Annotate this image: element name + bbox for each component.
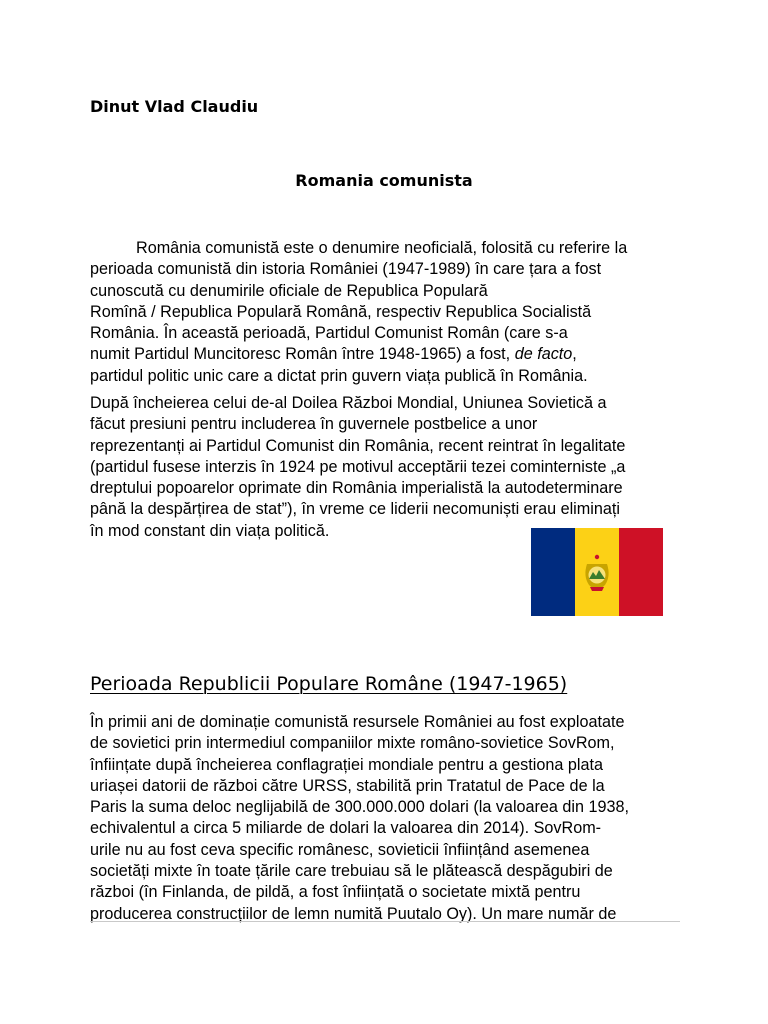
text-line: cunoscută cu denumirile oficiale de Republica Populară bbox=[90, 281, 488, 300]
text-line: reprezentanți ai Partidul Comunist din România, recent reintrat în legalitate bbox=[90, 436, 626, 455]
page-divider bbox=[90, 921, 680, 922]
text-line: Romînă / Republica Populară Română, respectiv Republica Socialistă bbox=[90, 302, 592, 321]
text-line: urile nu au fost ceva specific românesc, sovieticii înființând asemenea bbox=[90, 840, 590, 859]
text-line: (partidul fusese interzis în 1924 pe motivul acceptării tezei cominterniste „a bbox=[90, 457, 626, 476]
text-line: societăți mixte în toate țările care trebuiau să le plătească despăgubiri de bbox=[90, 862, 613, 881]
text-line: înființate după încheierea conflagrației mondiale pentru a gestiona plata bbox=[90, 755, 603, 774]
text-line: România. În această perioadă, Partidul Comunist Român (care s-a bbox=[90, 324, 568, 343]
section-heading: Perioada Republicii Populare Române (1947-1965) bbox=[90, 673, 568, 695]
text-line: România comunistă este o denumire neoficială, folosită cu referire la bbox=[136, 239, 628, 257]
text-segment: numit Partidul Muncitoresc Român între 1948-1965) a fost, bbox=[90, 345, 515, 364]
paragraph-sovrom bbox=[90, 712, 680, 925]
paragraph-postwar bbox=[90, 393, 680, 542]
emblem-star bbox=[595, 555, 599, 559]
text-line-with-italic bbox=[90, 344, 680, 365]
text-line: dreptului popoarelor oprimate din România imperialistă la autodeterminare bbox=[90, 479, 623, 498]
text-line: în mod constant din viața politică. bbox=[90, 521, 330, 540]
text-line: Paris la suma deloc neglijabilă de 300.000.000 dolari (la valoarea din 1938, bbox=[90, 798, 630, 817]
author-name: Dinut Vlad Claudiu bbox=[90, 97, 259, 116]
text-line: de sovietici prin intermediul companiilor mixte româno-sovietice SovRom, bbox=[90, 734, 615, 753]
italic-phrase: de facto bbox=[514, 345, 573, 364]
text-line: partidul politic unic care a dictat prin guvern viața publică în România. bbox=[90, 366, 588, 385]
coat-of-arms-icon bbox=[579, 551, 615, 593]
text-line: război (în Finlanda, de pildă, a fost înființată o societate mixtă pentru bbox=[90, 883, 581, 902]
flag-stripe-red bbox=[619, 528, 663, 616]
text-line: producerea construcțiilor de lemn numită Puutalo Oy). Un mare număr de bbox=[90, 904, 617, 923]
text-line: făcut presiuni pentru includerea în guvernele postbelice a unor bbox=[90, 415, 538, 434]
flag-image bbox=[531, 528, 663, 616]
paragraph-intro bbox=[90, 238, 680, 387]
text-line: uriașei datorii de război către URSS, stabilită prin Tratatul de Pace de la bbox=[90, 776, 605, 795]
text-line: echivalentul a circa 5 miliarde de dolari la valoarea din 2014). SovRom- bbox=[90, 819, 602, 838]
emblem-ribbon bbox=[590, 587, 604, 591]
text-line: până la despărțirea de stat”), în vreme ce liderii necomuniști erau eliminați bbox=[90, 500, 620, 519]
text-line: perioada comunistă din istoria României (1947-1989) în care țara a fost bbox=[90, 260, 602, 279]
document-title: Romania comunista bbox=[295, 171, 473, 190]
flag-stripe-blue bbox=[531, 528, 575, 616]
text-segment: , bbox=[572, 345, 577, 364]
text-line: În primii ani de dominație comunistă resursele României au fost exploatate bbox=[90, 713, 625, 731]
text-line: După încheierea celui de-al Doilea Război Mondial, Uniunea Sovietică a bbox=[90, 394, 607, 412]
